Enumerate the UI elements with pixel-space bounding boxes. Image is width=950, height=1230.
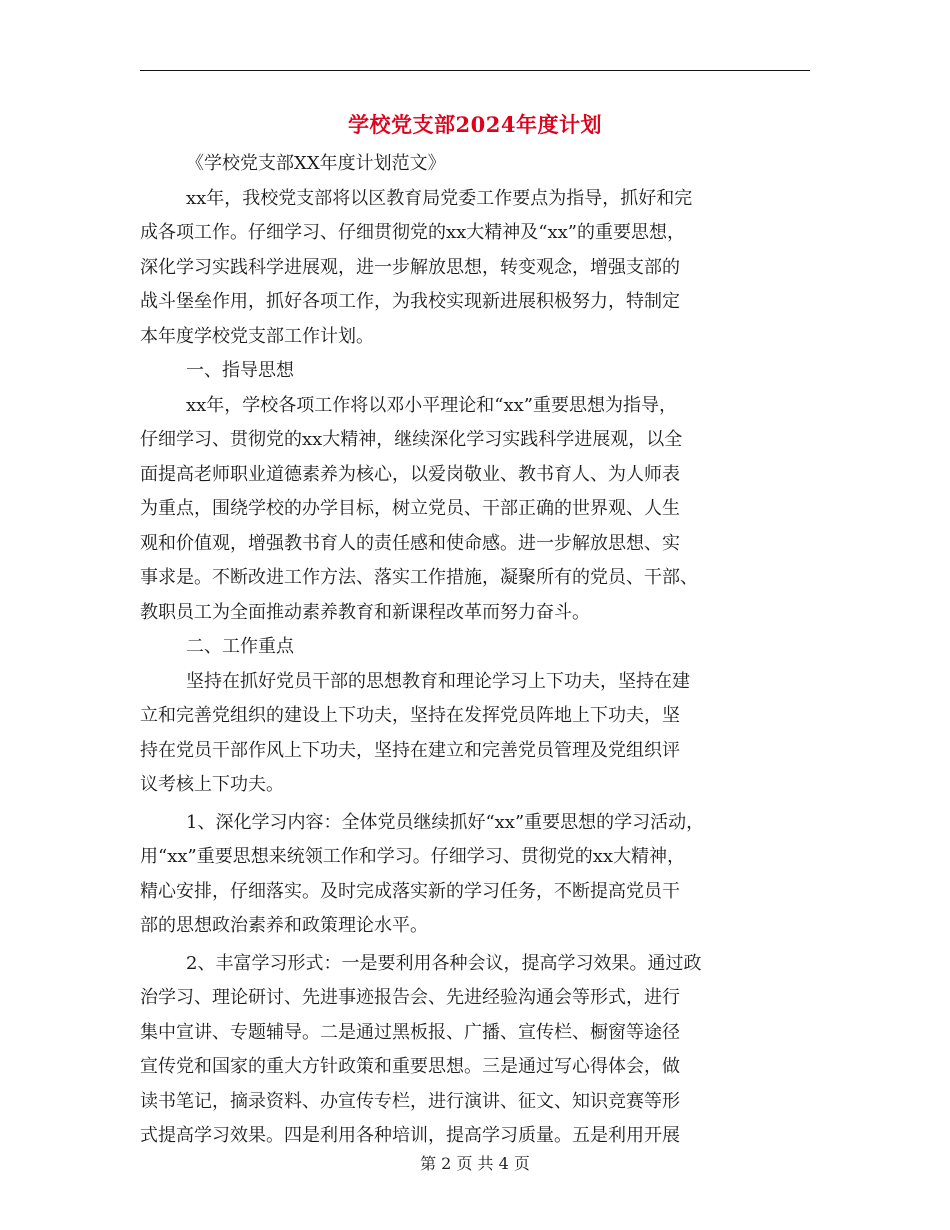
paragraph-line: 宣传党和国家的重大方针政策和重要思想。三是通过写心得体会，做 bbox=[140, 1056, 680, 1077]
paragraph-line: xx年，学校各项工作将以邓小平理论和“xx”重要思想为指导， bbox=[186, 394, 678, 416]
paragraph-line: 用“xx”重要思想来统领工作和学习。仔细学习、贯彻党的xx大精神， bbox=[140, 846, 686, 867]
paragraph-line: 式提高学习效果。四是利用各种培训，提高学习质量。五是利用开展 bbox=[140, 1125, 680, 1146]
paragraph-line: 战斗堡垒作用，抓好各项工作，为我校实现新进展积极努力，特制定 bbox=[140, 291, 680, 312]
paragraph-line: 本年度学校党支部工作计划。 bbox=[140, 325, 374, 347]
paragraph-line: 立和完善党组织的建设上下功夫，坚持在发挥党员阵地上下功夫，坚 bbox=[140, 705, 680, 726]
paragraph-line: 精心安排，仔细落实。及时完成落实新的学习任务，不断提高党员干 bbox=[140, 880, 680, 902]
paragraph-line: 集中宣讲、专题辅导。二是通过黑板报、广播、宣传栏、橱窗等途径 bbox=[140, 1021, 680, 1043]
section-heading: 二、工作重点 bbox=[186, 636, 294, 657]
paragraph-line: 读书笔记，摘录资料、办宣传专栏，进行演讲、征文、知识竞赛等形 bbox=[140, 1090, 680, 1112]
paragraph-line: 面提高老师职业道德素养为核心，以爱岗敬业、教书育人、为人师表 bbox=[140, 463, 680, 485]
paragraph-line: 部的思想政治素养和政策理论水平。 bbox=[140, 915, 428, 936]
paragraph-line: 教职员工为全面推动素养教育和新课程改革而努力奋斗。 bbox=[140, 601, 590, 623]
header-rule bbox=[140, 70, 810, 71]
paragraph-line: 仔细学习、贯彻党的xx大精神，继续深化学习实践科学进展观，以全 bbox=[140, 429, 683, 450]
paragraph-line: 持在党员干部作风上下功夫，坚持在建立和完善党员管理及党组织评 bbox=[140, 739, 680, 761]
paragraph-line: 治学习、理论研讨、先进事迹报告会、先进经验沟通会等形式，进行 bbox=[140, 987, 680, 1008]
paragraph-line: 事求是。不断改进工作方法、落实工作措施，凝聚所有的党员、干部、 bbox=[140, 567, 698, 588]
document-body bbox=[140, 147, 810, 1154]
paragraph-line: 坚持在抓好党员干部的思想教育和理论学习上下功夫，坚持在建 bbox=[186, 670, 690, 692]
subtitle-line: 《学校党支部XX年度计划范文》 bbox=[186, 153, 446, 174]
page-number-footer: 第 2 页 共 4 页 bbox=[420, 1154, 530, 1173]
paragraph-line: 为重点，围绕学校的办学目标，树立党员、干部正确的世界观、人生 bbox=[140, 498, 680, 519]
paragraph-line: 观和价值观，增强教书育人的责任感和使命感。进一步解放思想、实 bbox=[140, 532, 680, 554]
paragraph-line: 成各项工作。仔细学习、仔细贯彻党的xx大精神及“xx”的重要思想， bbox=[140, 222, 686, 243]
section-heading: 一、指导思想 bbox=[186, 360, 294, 381]
paragraph-line: xx年，我校党支部将以区教育局党委工作要点为指导，抓好和完 bbox=[186, 187, 693, 209]
paragraph-line: 议考核上下功夫。 bbox=[140, 774, 284, 795]
document-title: 学校党支部2024年度计划 bbox=[348, 112, 602, 137]
paragraph-line: 1、深化学习内容：全体党员继续抓好“xx”重要思想的学习活动， bbox=[186, 811, 705, 833]
paragraph-line: 深化学习实践科学进展观，进一步解放思想，转变观念，增强支部的 bbox=[140, 256, 680, 278]
paragraph-line: 2、丰富学习形式：一是要利用各种会议，提高学习效果。通过政 bbox=[186, 952, 702, 974]
